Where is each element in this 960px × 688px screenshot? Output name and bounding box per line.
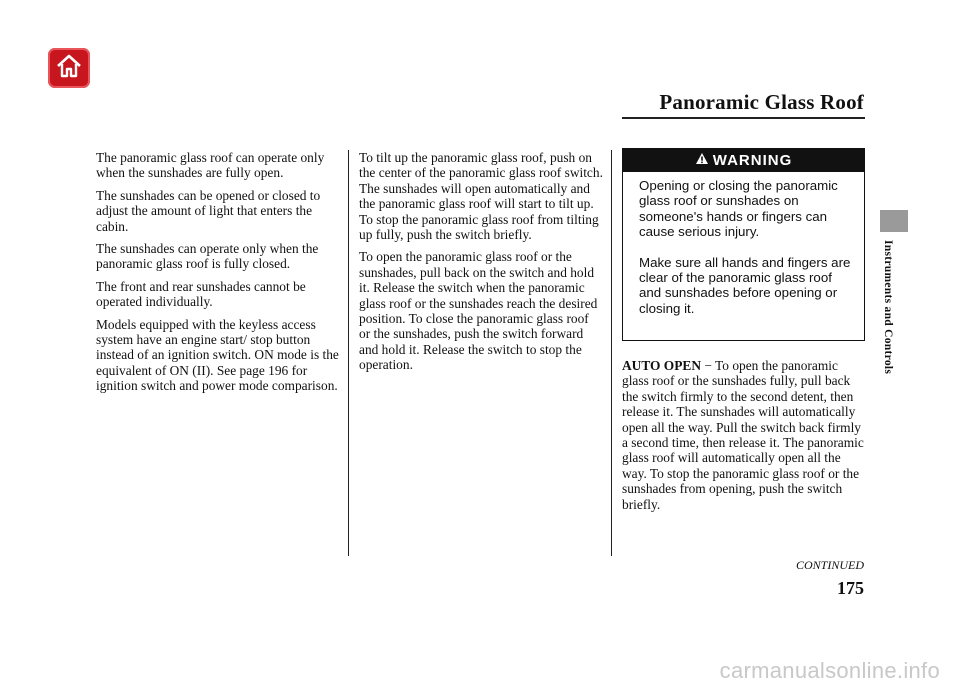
section-tab <box>880 210 908 232</box>
watermark-text: carmanualsonline.info <box>719 658 940 683</box>
paragraph: Models equipped with the keyless access system have an engine start/ stop button instead of an ignition switch. ON mode is the equivalent of ON (II). See page 196 for ignition switch and power mode comparison. <box>96 316 339 394</box>
paragraph: To open the panoramic glass roof or the sunshades, pull back on the switch and hold it. Release the switch when the panoramic glass roof or the sunshades reach the desired position. To close the panoramic glass roof or the sunshades, push the switch forward and hold it. Release the switch to stop the operation. <box>359 249 598 373</box>
paragraph: The sunshades can operate only when the panoramic glass roof is fully closed. <box>96 241 319 272</box>
page-title: Panoramic Glass Roof <box>659 90 864 114</box>
warning-text: Make sure all hands and fingers are clear of the panoramic glass roof and sunshades before opening or closing it. <box>639 254 851 316</box>
paragraph: The sunshades can be opened or closed to adjust the amount of light that enters the cabin. <box>96 187 321 234</box>
warning-label: WARNING <box>712 152 793 169</box>
warning-triangle-icon <box>695 152 709 169</box>
paragraph: The front and rear sunshades cannot be operated individually. <box>96 278 306 310</box>
auto-open-term: AUTO OPEN <box>622 358 701 373</box>
column-divider <box>348 150 349 556</box>
home-button[interactable] <box>48 48 90 88</box>
continued-label: CONTINUED <box>795 558 864 572</box>
paragraph: To tilt up the panoramic glass roof, push on the center of the panoramic glass roof switch. The sunshades will open automatically and the panoramic glass roof will start to tilt up. To stop the panoramic glass roof from tilting up fully, push the switch briefly. <box>359 150 603 243</box>
column-3 <box>622 358 866 512</box>
home-icon <box>56 54 82 83</box>
auto-open-text: To open the panoramic glass roof or the sunshades fully, pull back the switch firmly to the second detent, then release it. The sunshades will automatically open all the way. Pull the switch back firmly a second time, then release it. The panoramic glass roof will automatically open all the way. To stop the panoramic glass roof or the sunshades from opening, push the switch briefly. <box>622 358 864 512</box>
paragraph: The panoramic glass roof can operate only when the sunshades are fully open. <box>96 150 325 181</box>
warning-header <box>623 149 864 172</box>
page-number: 175 <box>837 578 864 598</box>
column-2 <box>359 150 603 380</box>
column-1 <box>96 150 340 401</box>
warning-body <box>623 172 864 316</box>
warning-box <box>622 148 865 341</box>
warning-text: Opening or closing the panoramic glass roof or sunshades on someone's hands or fingers can cause serious injury. <box>639 178 838 240</box>
column-divider <box>611 150 612 556</box>
term-dash: − <box>704 358 712 373</box>
section-label: Instruments and Controls <box>882 240 894 375</box>
title-rule <box>622 117 865 119</box>
